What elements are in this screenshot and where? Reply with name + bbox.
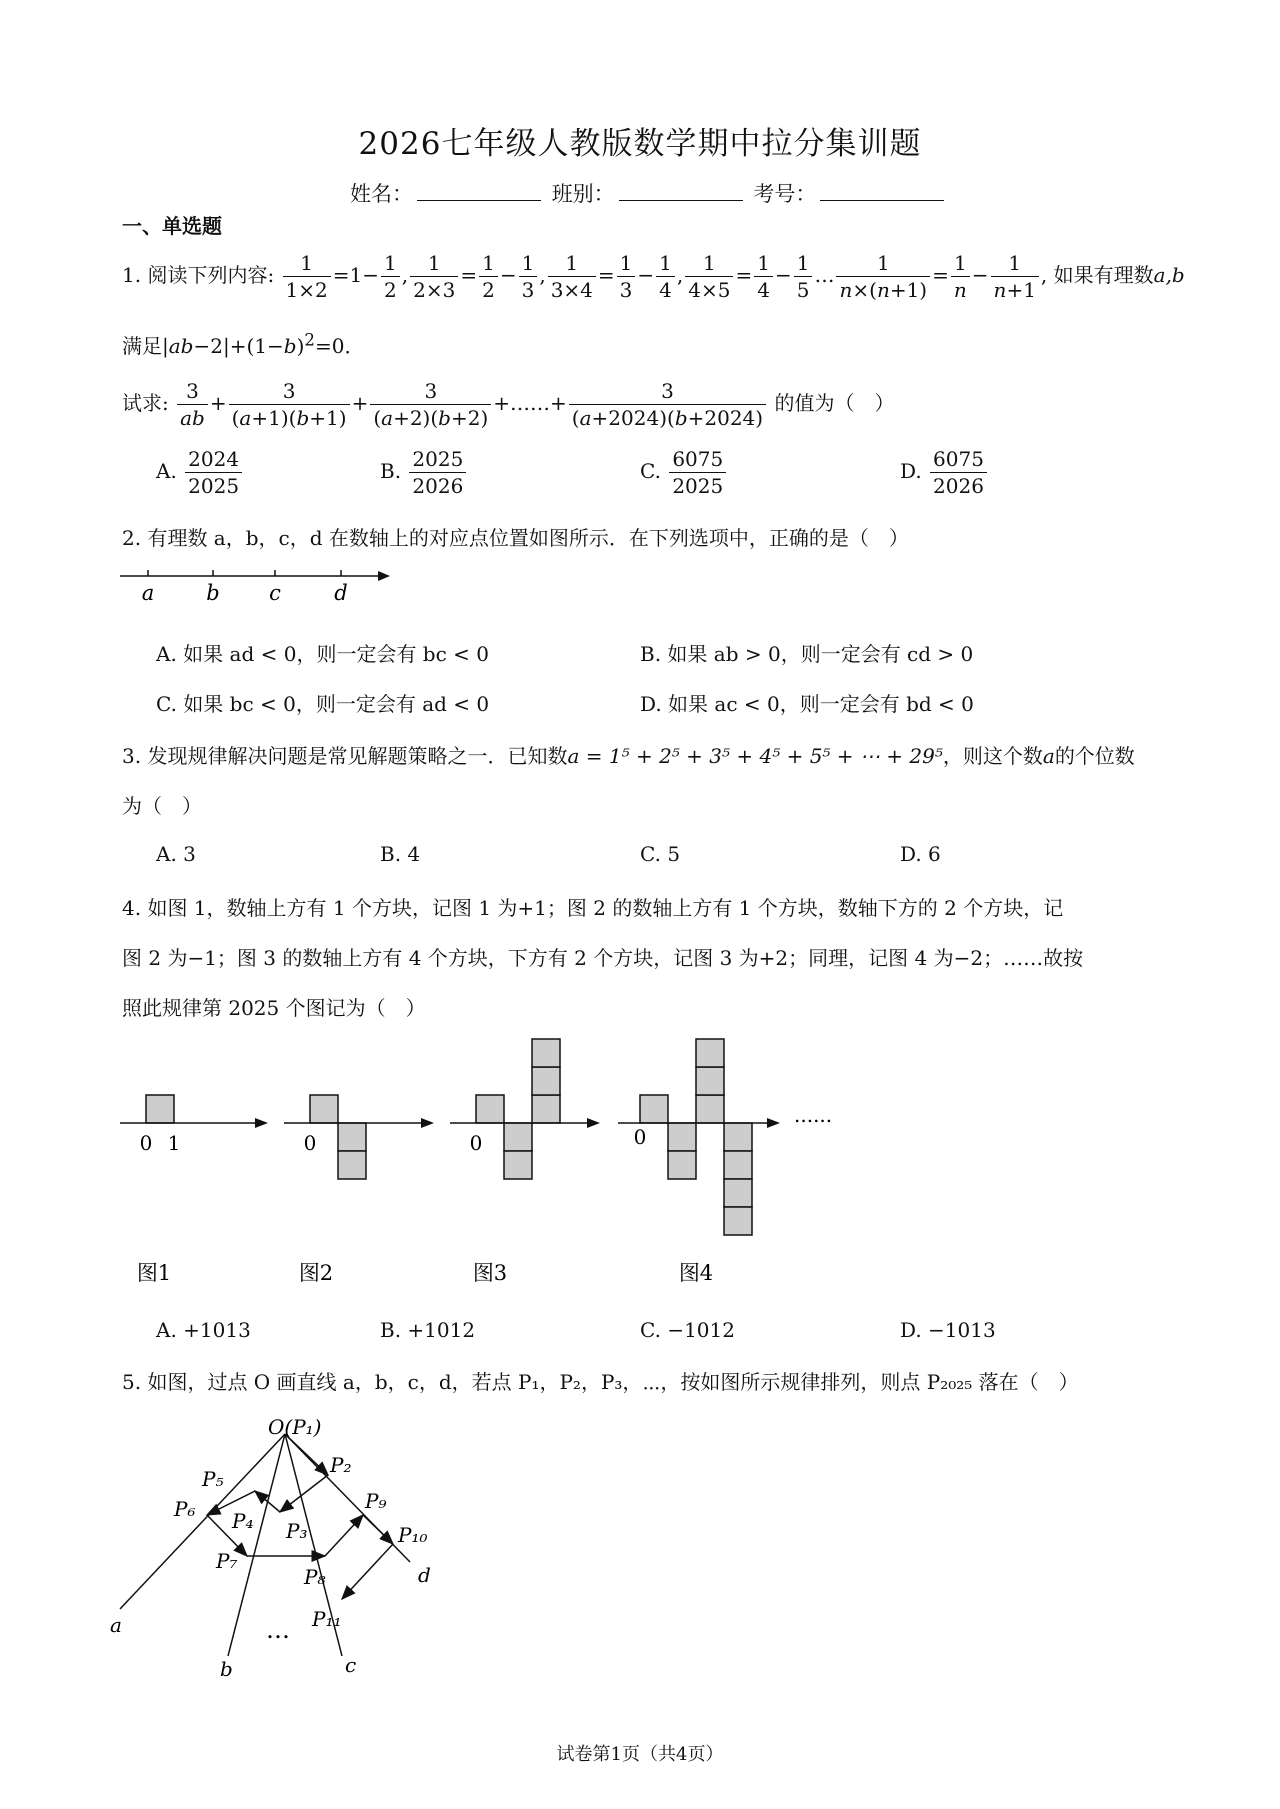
axis-label-a: a bbox=[141, 581, 155, 605]
q5-ellipsis: … bbox=[266, 1616, 290, 1644]
line-b-label: b bbox=[220, 1657, 233, 1681]
q1-line2-text: 满足 bbox=[122, 334, 162, 358]
axis-label-d: d bbox=[334, 581, 348, 605]
point-o-p1: O(P₁) bbox=[268, 1415, 322, 1439]
exam-title: 2026七年级人教版数学期中拉分集训题 bbox=[358, 126, 922, 162]
fig2-zero-label: 0 bbox=[303, 1131, 317, 1155]
name-blank[interactable] bbox=[417, 182, 541, 201]
q1-intro: 1. 阅读下列内容: bbox=[122, 263, 275, 287]
point-p10: P₁₀ bbox=[398, 1523, 428, 1547]
student-info bbox=[350, 178, 948, 208]
q2-option-d[interactable]: D. 如果 ac < 0，则一定会有 bd < 0 bbox=[640, 692, 974, 716]
q3-option-d[interactable]: D. 6 bbox=[900, 842, 941, 866]
axis-label-c: c bbox=[269, 581, 281, 605]
q3-formula: a = 1⁵ + 2⁵ + 3⁵ + 4⁵ + 5⁵ + ⋯ + 29⁵ bbox=[567, 744, 943, 768]
fig3-caption: 图3 bbox=[472, 1261, 508, 1285]
q5-stem: 5. 如图，过点 O 画直线 a，b，c，d，若点 P₁，P₂，P₃，⋯，按如图所示规律排列，则点 P₂₀₂₅ 落在（ ） bbox=[122, 1370, 1079, 1394]
fig1-one-label: 1 bbox=[167, 1131, 181, 1155]
q4-option-d[interactable]: D. −1013 bbox=[900, 1318, 996, 1342]
q3-option-a[interactable]: A. 3 bbox=[156, 842, 196, 866]
fig3-zero-label: 0 bbox=[469, 1131, 483, 1155]
number-label: 考号： bbox=[753, 182, 817, 206]
point-p9: P₉ bbox=[365, 1489, 387, 1513]
fig1-caption: 图1 bbox=[136, 1261, 172, 1285]
q4-option-c[interactable]: C. −1012 bbox=[640, 1318, 735, 1342]
q4-line3: 照此规律第 2025 个图记为（ ） bbox=[122, 996, 426, 1020]
q4-option-a[interactable]: A. +1013 bbox=[156, 1318, 251, 1342]
line-a-label: a bbox=[110, 1613, 122, 1637]
q4-option-b[interactable]: B. +1012 bbox=[380, 1318, 476, 1342]
q2-option-b[interactable]: B. 如果 ab > 0，则一定会有 cd > 0 bbox=[640, 642, 974, 666]
q2-option-a[interactable]: A. 如果 ad < 0，则一定会有 bc < 0 bbox=[156, 642, 490, 666]
number-blank[interactable] bbox=[820, 182, 944, 201]
section-heading: 一、单选题 bbox=[122, 214, 222, 238]
q4-ellipsis: ...... bbox=[794, 1103, 833, 1127]
q1-line1: 1. 阅读下列内容: $\frac{1}{1\times 2}$ =1− $\frac{1}{2}$ , $\frac{1}{2\times 3}$ = $\frac{1}{2}$ − $\frac{1}{3}$ , $\frac{1}{3\times 4}$ = $\frac{1}{3}$ − $\frac{1}{4}$ , $\frac{1}{4\times 5}$ = $\frac{1}{4}$ − $\frac{1}{5}$ … $\frac{1}{n\times(n+1)}$ = $\frac{1}{n}$ − $\frac{1}{n+1}$ , 如果有理数a,b bbox=[122, 251, 1185, 302]
q1-line2: 满足$|ab-2|+(1-b)^2=0$． bbox=[122, 330, 365, 358]
q1-option-d[interactable]: D. $\frac{6075}{2026}$ bbox=[900, 446, 989, 499]
q3-line1: 3. 发现规律解决问题是常见解题策略之一．已知数a = 1⁵ + 2⁵ + 3⁵ + 4⁵ + 5⁵ + ⋯ + 29⁵，则这个数a的个位数 bbox=[122, 744, 1135, 768]
point-p7: P₇ bbox=[216, 1549, 238, 1573]
q1-option-c[interactable]: C. $\frac{6075}{2025}$ bbox=[640, 446, 728, 499]
point-p11: P₁₁ bbox=[312, 1607, 342, 1631]
q1-option-b[interactable]: B. $\frac{2025}{2026}$ bbox=[380, 446, 468, 499]
fig1-zero-label: 0 bbox=[139, 1131, 153, 1155]
line-d-label: d bbox=[418, 1563, 431, 1587]
q1-vars: a,b bbox=[1153, 263, 1185, 287]
q2-stem: 2. 有理数 a，b，c，d 在数轴上的对应点位置如图所示．在下列选项中，正确的是（ ） bbox=[122, 526, 909, 550]
q2-number-line bbox=[118, 562, 398, 612]
fig4-zero-label: 0 bbox=[633, 1125, 647, 1149]
point-p3: P₃ bbox=[286, 1519, 308, 1543]
q4-line1: 4. 如图 1，数轴上方有 1 个方块，记图 1 为+1；图 2 的数轴上方有 1 个方块，数轴下方的 2 个方块，记 bbox=[122, 896, 1064, 920]
q1-line3: 试求: $\frac{3}{ab}$ + $\frac{3}{(a+1)(b+1)}$ + $\frac{3}{(a+2)(b+2)}$ +……+ $\frac{3}{(a+2024)(b+2024)}$ 的值为（ ） bbox=[122, 379, 895, 430]
point-p5: P₅ bbox=[202, 1467, 224, 1491]
point-p4: P₄ bbox=[232, 1509, 254, 1533]
q1-line3-text: 试求: bbox=[122, 391, 169, 415]
point-p2: P₂ bbox=[330, 1453, 352, 1477]
q3-option-b[interactable]: B. 4 bbox=[380, 842, 421, 866]
name-label: 姓名： bbox=[350, 182, 413, 206]
class-label: 班别： bbox=[551, 182, 615, 206]
q4-line2: 图 2 为−1；图 3 的数轴上方有 4 个方块，下方有 2 个方块，记图 3 为+2；同理，记图 4 为−2；……故按 bbox=[122, 946, 1084, 970]
line-c-label: c bbox=[345, 1653, 357, 1677]
point-p8: P₈ bbox=[304, 1565, 326, 1589]
q4-figure bbox=[118, 1030, 858, 1290]
q3-line2: 为（ ） bbox=[122, 794, 202, 818]
fig4-caption: 图4 bbox=[678, 1261, 714, 1285]
q3-option-c[interactable]: C. 5 bbox=[640, 842, 681, 866]
q1-tail: 如果有理数 bbox=[1053, 263, 1154, 287]
q1-option-a[interactable]: A. $\frac{2024}{2025}$ bbox=[156, 446, 244, 499]
q5-figure bbox=[110, 1404, 470, 1684]
axis-label-b: b bbox=[206, 581, 220, 605]
q2-option-c[interactable]: C. 如果 bc < 0，则一定会有 ad < 0 bbox=[156, 692, 490, 716]
fig2-caption: 图2 bbox=[298, 1261, 334, 1285]
point-p6: P₆ bbox=[174, 1497, 196, 1521]
class-blank[interactable] bbox=[619, 182, 743, 201]
q1-ask: 的值为（ ） bbox=[774, 391, 895, 415]
page-footer: 试卷第1页（共4页） bbox=[556, 1744, 724, 1765]
